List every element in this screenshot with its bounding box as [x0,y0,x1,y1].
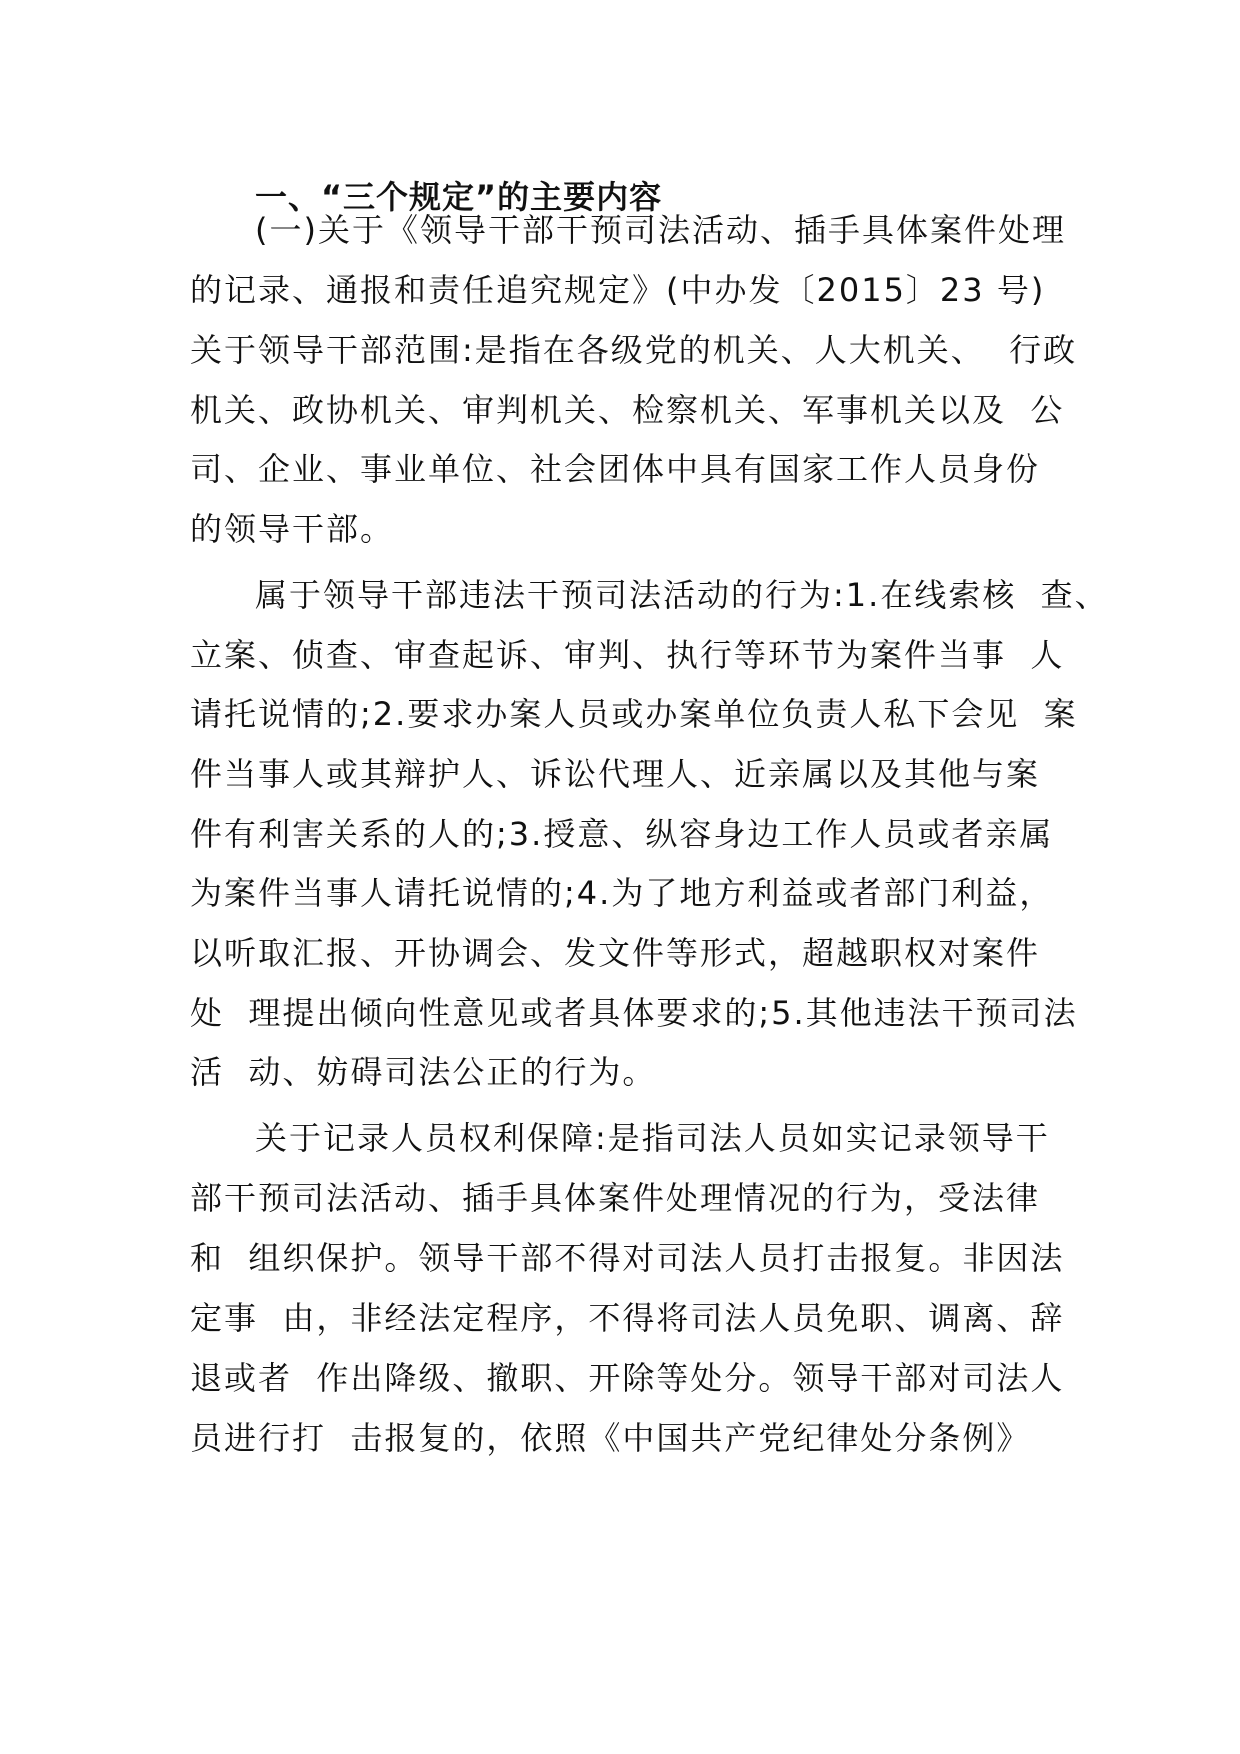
body-line-9: 请托说情的;2.要求办案人员或办案单位负责人私下会见 案 [190,695,1078,733]
body-line-17: 部干预司法活动、插手具体案件处理情况的行为，受法律 [190,1179,1041,1217]
body-line-7: 属于领导干部违法干预司法活动的行为:1.在线索核 查、 [255,576,1109,614]
body-line-19: 定事 由，非经法定程序，不得将司法人员免职、调离、辞 [190,1299,1065,1337]
body-line-21: 员进行打 击报复的，依照《中国共产党纪律处分条例》 [190,1419,1031,1457]
body-line-16: 关于记录人员权利保障:是指司法人员如实记录领导干 [255,1119,1050,1157]
body-line-18: 和 组织保护。领导干部不得对司法人员打击报复。非因法 [190,1239,1065,1277]
body-line-8: 立案、侦查、审查起诉、审判、执行等环节为案件当事 人 [190,636,1065,674]
body-line-6: 的领导干部。 [190,510,395,548]
body-line-11: 件有利害关系的人的;3.授意、纵容身边工作人员或者亲属 [190,815,1054,853]
body-line-10: 件当事人或其辩护人、诉讼代理人、近亲属以及其他与案 [190,755,1041,793]
body-line-5: 司、企业、事业单位、社会团体中具有国家工作人员身份 [190,450,1041,488]
body-line-3: 关于领导干部范围:是指在各级党的机关、人大机关、 行政 [190,331,1078,369]
body-line-15: 活 动、妨碍司法公正的行为。 [190,1053,657,1091]
body-line-13: 以听取汇报、开协调会、发文件等形式，超越职权对案件 [190,934,1041,972]
body-line-14: 处 理提出倾向性意见或者具体要求的;5.其他违法干预司法 [190,994,1078,1032]
body-line-20: 退或者 作出降级、撤职、开除等处分。领导干部对司法人 [190,1359,1065,1397]
body-line-1: (一)关于《领导干部干预司法活动、插手具体案件处理 [255,211,1066,249]
body-line-4: 机关、政协机关、审判机关、检察机关、军事机关以及 公 [190,391,1065,429]
body-line-12: 为案件当事人请托说情的;4.为了地方利益或者部门利益， [190,874,1054,912]
section-heading: 一、“三个规定”的主要内容 [255,178,663,216]
body-line-2: 的记录、通报和责任追究规定》(中办发〔2015〕23 号) [190,271,1046,309]
